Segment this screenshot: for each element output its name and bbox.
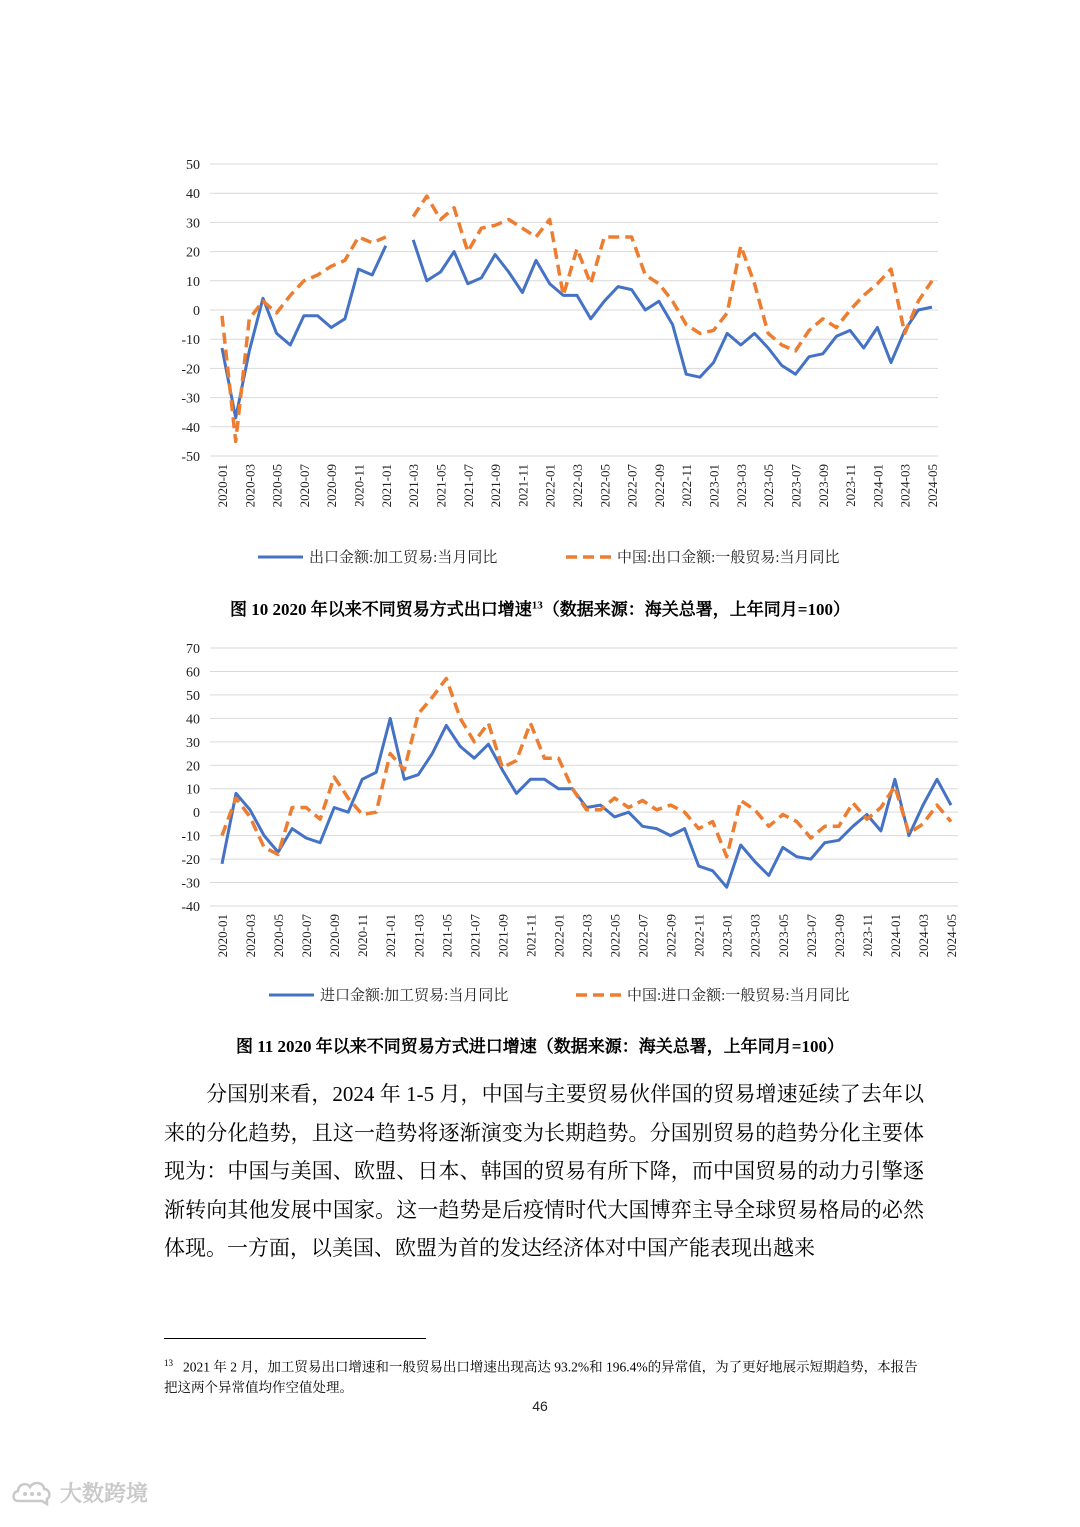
x-tick-label: 2021-03 <box>411 914 427 958</box>
x-tick-label: 2021-11 <box>523 914 539 957</box>
footnote-text: 2021 年 2 月，加工贸易出口增速和一般贸易出口增速出现高达 93.2%和 196.4%的异常值，为了更好地展示短期趋势，本报告把这两个异常值均作空值处理。 <box>164 1359 918 1395</box>
x-tick-label: 2022-05 <box>607 914 623 958</box>
figure-10-caption-prefix: 图 10 2020 年以来不同贸易方式出口增速 <box>230 600 532 619</box>
x-tick-label: 2023-11 <box>843 464 859 507</box>
x-tick-label: 2020-01 <box>215 464 230 508</box>
y-tick-label: 40 <box>186 712 200 728</box>
x-tick-label: 2020-05 <box>271 914 287 958</box>
x-tick-label: 2021-03 <box>406 464 422 508</box>
legend-label-0: 进口金额:加工贸易:当月同比 <box>320 988 509 1004</box>
x-tick-label: 2024-01 <box>870 464 886 508</box>
x-tick-label: 2023-07 <box>788 464 804 508</box>
y-tick-label: 20 <box>186 759 200 775</box>
x-tick-label: 2020-09 <box>324 464 340 508</box>
x-tick-label: 2020-09 <box>327 914 343 958</box>
export-growth-chart-svg <box>0 140 1080 580</box>
x-tick-label: 2020-05 <box>269 464 285 508</box>
y-tick-label: 10 <box>186 274 200 290</box>
x-tick-label: 2023-05 <box>775 914 791 958</box>
export-growth-chart <box>0 140 1080 580</box>
x-tick-label: 2021-01 <box>383 914 399 958</box>
x-tick-label: 2021-05 <box>433 464 449 508</box>
series-line-0 <box>222 718 951 887</box>
x-tick-label: 2022-05 <box>597 464 613 508</box>
x-tick-label: 2023-07 <box>803 914 819 958</box>
body-paragraph-text: 分国别来看，2024 年 1-5 月，中国与主要贸易伙伴国的贸易增速延续了去年以来的分化趋势，且这一趋势将逐渐演变为长期趋势。分国别贸易的趋势分化主要体现为：中国与美国、欧盟、日本、韩国的贸易有所下降，而中国贸易的动力引擎逐渐转向其他发展中国家。这一趋势是后疫情时代大国博弈主导全球贸易格局的必然体现。一方面，以美国、欧盟为首的发达经济体对中国产能表现出越来 <box>164 1082 924 1260</box>
series-line-0 <box>222 246 386 418</box>
x-tick-label: 2024-03 <box>897 464 913 508</box>
x-tick-label: 2020-03 <box>243 914 259 958</box>
x-tick-label: 2023-05 <box>761 464 777 508</box>
x-tick-label: 2023-03 <box>747 914 763 958</box>
footnote-marker: 13 <box>164 1358 173 1368</box>
y-tick-label: -40 <box>181 420 200 436</box>
body-paragraph <box>164 1075 924 1268</box>
x-tick-label: 2023-09 <box>815 464 831 508</box>
x-tick-label: 2024-05 <box>925 464 940 508</box>
x-tick-label: 2022-01 <box>551 914 567 958</box>
y-tick-label: -30 <box>181 391 200 407</box>
y-tick-label: 30 <box>186 735 200 751</box>
x-tick-label: 2020-07 <box>296 464 312 508</box>
x-tick-label: 2021-09 <box>495 914 511 958</box>
figure-11-caption: 图 11 2020 年以来不同贸易方式进口增速（数据来源：海关总署，上年同月=100） <box>236 1037 844 1056</box>
x-tick-label: 2023-11 <box>859 914 875 957</box>
y-tick-label: 50 <box>186 688 200 704</box>
watermark-text: 大数跨境 <box>60 1481 149 1507</box>
x-tick-label: 2022-07 <box>624 464 640 508</box>
x-tick-label: 2021-11 <box>515 464 531 507</box>
figure-10-caption-suffix: （数据来源：海关总署，上年同月=100） <box>542 600 850 619</box>
x-tick-label: 2023-01 <box>706 464 722 508</box>
x-tick-label: 2023-03 <box>733 464 749 508</box>
x-tick-label: 2024-03 <box>915 914 931 958</box>
x-tick-label: 2021-07 <box>460 464 476 508</box>
y-tick-label: 50 <box>186 158 200 173</box>
y-tick-label: 70 <box>186 642 200 657</box>
y-tick-label: 0 <box>193 806 200 822</box>
y-tick-label: -20 <box>181 853 200 869</box>
figure-10-caption <box>0 595 1080 620</box>
y-tick-label: -10 <box>181 829 200 845</box>
y-tick-label: -10 <box>181 333 200 349</box>
y-tick-label: -40 <box>181 900 200 915</box>
x-tick-label: 2020-03 <box>242 464 258 508</box>
x-tick-label: 2021-01 <box>378 464 394 508</box>
x-tick-label: 2022-11 <box>691 914 707 957</box>
legend-label-0: 出口金额:加工贸易:当月同比 <box>309 550 498 566</box>
x-tick-label: 2020-11 <box>355 914 371 957</box>
x-tick-label: 2020-07 <box>299 914 315 958</box>
x-tick-label: 2024-01 <box>887 914 903 958</box>
legend-label-1: 中国:出口金额:一般贸易:当月同比 <box>617 550 840 566</box>
footnote <box>164 1353 924 1398</box>
x-tick-label: 2022-09 <box>663 914 679 958</box>
footnote-divider <box>164 1338 426 1339</box>
y-tick-label: 30 <box>186 216 200 232</box>
x-tick-label: 2021-07 <box>467 914 483 958</box>
x-tick-label: 2023-09 <box>831 914 847 958</box>
figure-10-footnote-marker[interactable]: 13 <box>531 599 543 612</box>
import-growth-chart <box>0 630 1080 1015</box>
y-tick-label: 60 <box>186 665 200 681</box>
x-tick-label: 2020-11 <box>351 464 367 507</box>
watermark <box>10 1474 148 1510</box>
series-line-1 <box>222 679 951 857</box>
x-tick-label: 2022-11 <box>679 464 695 507</box>
y-tick-label: -50 <box>181 450 200 465</box>
page-number: 46 <box>532 1398 548 1414</box>
x-tick-label: 2022-07 <box>635 914 651 958</box>
y-tick-label: 40 <box>186 187 200 203</box>
y-tick-label: 20 <box>186 245 200 261</box>
x-tick-label: 2021-05 <box>439 914 455 958</box>
cloud-chat-icon <box>10 1477 54 1507</box>
x-tick-label: 2023-01 <box>719 914 735 958</box>
x-tick-label: 2021-09 <box>488 464 504 508</box>
y-tick-label: 0 <box>193 304 200 319</box>
x-tick-label: 2022-03 <box>579 914 595 958</box>
import-growth-chart-svg <box>0 630 1080 1015</box>
series-line-0 <box>413 240 932 377</box>
y-tick-label: -20 <box>181 362 200 378</box>
x-tick-label: 2024-05 <box>944 914 959 958</box>
y-tick-label: 10 <box>186 782 200 798</box>
x-tick-label: 2020-01 <box>215 914 230 958</box>
y-tick-label: -30 <box>181 876 200 892</box>
x-tick-label: 2022-09 <box>651 464 667 508</box>
legend-label-1: 中国:进口金额:一般贸易:当月同比 <box>627 988 850 1004</box>
x-tick-label: 2022-03 <box>570 464 585 508</box>
x-tick-label: 2022-01 <box>542 464 558 508</box>
